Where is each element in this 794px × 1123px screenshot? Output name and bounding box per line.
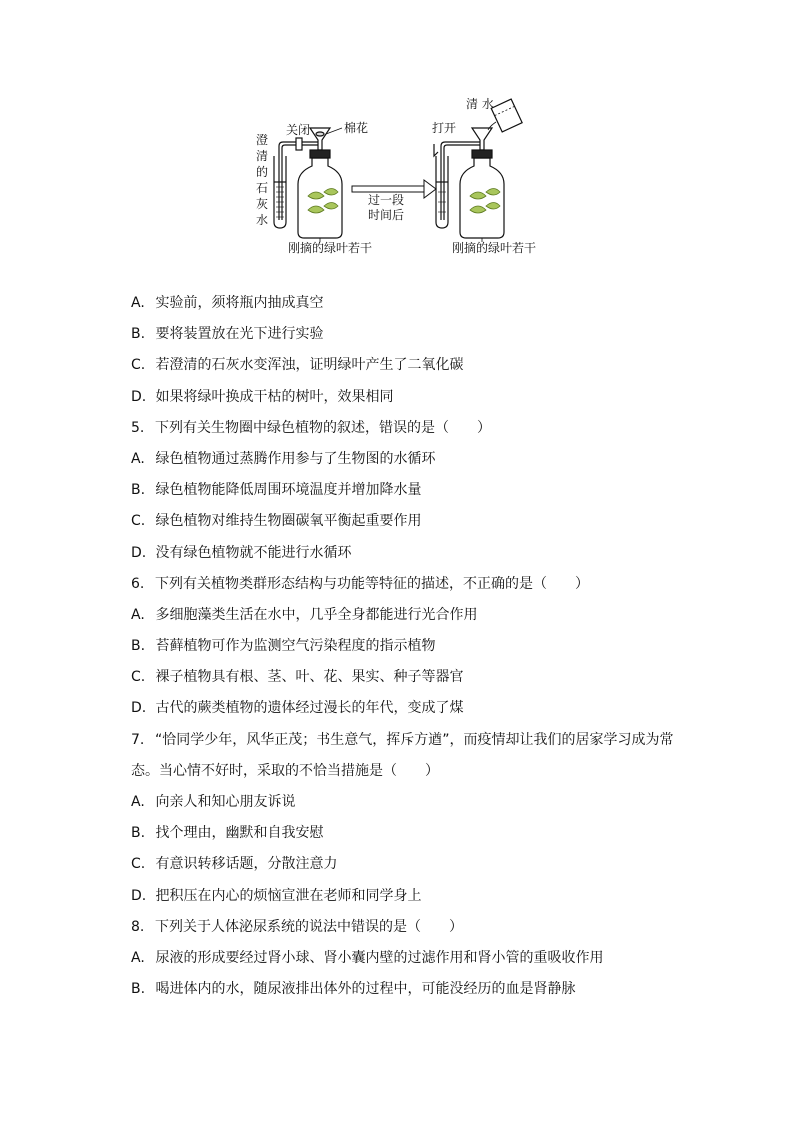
q5-option-a: A. 绿色植物通过蒸腾作用参与了生物图的水循环 (131, 450, 436, 467)
question-content (131, 288, 711, 1005)
q4-option-b: B. 要将装置放在光下进行实验 (131, 326, 324, 343)
q6-option-d: D. 古代的蕨类植物的遗体经过漫长的年代，变成了煤 (131, 700, 464, 717)
left-caption: 刚摘的绿叶若干 (288, 241, 373, 255)
time-arrow (352, 180, 436, 222)
q6-stem: 6. 下列有关植物类群形态结构与功能等特征的描述，不正确的是（ ） (131, 575, 589, 592)
arrow-text-1: 过一段 (368, 193, 405, 207)
funnel-left (310, 128, 330, 150)
lime-water-label-0: 澄 (256, 133, 269, 147)
q4-option-d: D. 如果将绿叶换成干枯的树叶，效果相同 (131, 388, 394, 405)
q7-stem-line2: 态。当心情不好时，采取的不恰当措施是（ ） (131, 762, 439, 779)
lime-water-label-1: 清 (256, 149, 269, 163)
q6-option-a: A. 多细胞藻类生活在水中，几乎全身都能进行光合作用 (131, 606, 478, 623)
q7-option-a: A. 向亲人和知心朋友诉说 (131, 794, 296, 810)
q8-option-a: A. 尿液的形成要经过肾小球、肾小囊内壁的过滤作用和肾小管的重吸收作用 (131, 949, 604, 966)
left-apparatus (256, 120, 372, 255)
q7-option-c: C. 有意识转移话题，分散注意力 (131, 856, 338, 873)
leaves-right (470, 189, 500, 214)
q5-stem: 5. 下列有关生物圈中绿色植物的叙述，错误的是（ ） (131, 419, 491, 436)
arrow-text-2: 时间后 (368, 208, 405, 222)
lime-water-label-4: 灰 (256, 197, 269, 211)
right-valve-label: 打开 (432, 121, 457, 135)
q4-option-a: A. 实验前，须将瓶内抽成真空 (131, 295, 324, 311)
q6-option-c: C. 裸子植物具有根、茎、叶、花、果实、种子等器官 (131, 669, 464, 686)
q6-option-b: B. 苔藓植物可作为监测空气污染程度的指示植物 (131, 638, 436, 655)
cotton-label: 棉花 (344, 121, 369, 135)
lime-water-label-2: 的 (256, 165, 269, 179)
right-caption: 刚摘的绿叶若干 (452, 241, 537, 255)
q8-stem: 8. 下列关于人体泌尿系统的说法中错误的是（ ） (131, 918, 463, 935)
stopper-right (472, 150, 492, 158)
water-label: 清 水 (466, 97, 494, 111)
q5-option-c: C. 绿色植物对维持生物圈碳氧平衡起重要作用 (131, 513, 422, 530)
q4-option-c: C. 若澄清的石灰水变浑浊，证明绿叶产生了二氧化碳 (131, 357, 464, 374)
funnel-right (472, 128, 492, 150)
q8-option-b: B. 喝进体内的水，随尿液排出体外的过程中，可能没经历的血是肾静脉 (131, 981, 576, 998)
q5-option-d: D. 没有绿色植物就不能进行水循环 (131, 544, 352, 561)
apparatus-diagram (250, 92, 550, 260)
lime-water-label-3: 石 (256, 181, 269, 195)
q7-stem-line1: 7. “恰同学少年，风华正茂；书生意气，挥斥方遒”，而疫情却让我们的居家学习成为常 (131, 731, 674, 748)
leaves-left (308, 189, 338, 214)
left-valve-label: 关闭 (286, 123, 311, 137)
stopper-left (310, 150, 330, 158)
right-apparatus (432, 96, 536, 255)
experiment-figure (250, 92, 550, 260)
q5-option-b: B. 绿色植物能降低周围环境温度并增加降水量 (131, 482, 422, 499)
q7-option-b: B. 找个理由，幽默和自我安慰 (131, 825, 324, 842)
lime-water-label-5: 水 (256, 213, 269, 227)
q7-option-d: D. 把积压在内心的烦恼宣泄在老师和同学身上 (131, 887, 422, 904)
beaker (491, 99, 522, 132)
